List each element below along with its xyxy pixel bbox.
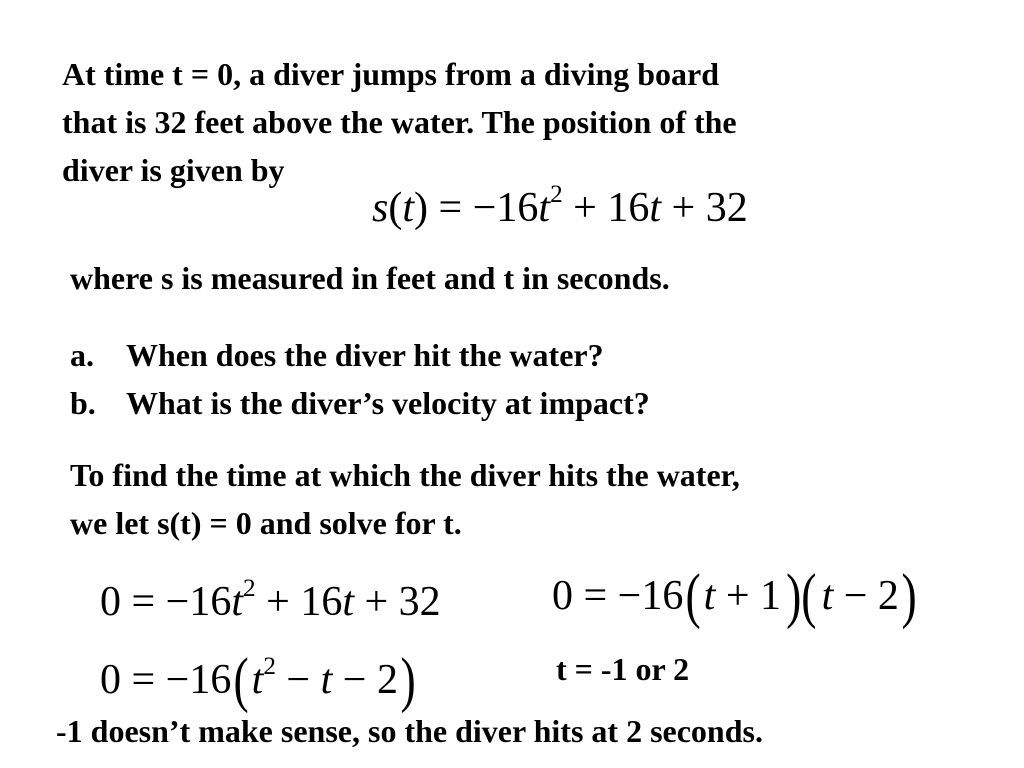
position-equation: $s(t) = -16t^2 + 16t + 32$	[372, 181, 748, 231]
solution-intro-line-1: To find the time at which the diver hits the water,	[70, 457, 740, 493]
intro-line-2: that is 32 feet above the water. The position of the	[62, 104, 737, 140]
question-a-label: a.	[70, 337, 94, 373]
equation-factored-quadratic: $0 = -16(t^2 - t - 2)$	[100, 647, 416, 715]
equation-set-zero: $0 = -16t^2 + 16t + 32$	[100, 575, 441, 625]
question-a-text: When does the diver hit the water?	[126, 337, 604, 373]
question-b-label: b.	[70, 385, 96, 421]
intro-line-1: At time t = 0, a diver jumps from a diving board	[62, 56, 720, 92]
question-a	[70, 331, 604, 379]
units-statement: where s is measured in feet and t in seconds.	[70, 260, 670, 296]
question-b-text: What is the diver’s velocity at impact?	[126, 385, 650, 421]
solution-intro-line-2: we let s(t) = 0 and solve for t.	[70, 505, 462, 541]
equation-factored-full: 0 = −16(t + 1)( t − 2)	[552, 563, 917, 631]
intro-line-3: diver is given by	[62, 152, 285, 188]
solution-result: t = -1 or 2	[556, 651, 690, 687]
question-b	[70, 379, 650, 427]
solution-conclusion: -1 doesn’t make sense, so the diver hits at 2 seconds.	[56, 713, 763, 749]
